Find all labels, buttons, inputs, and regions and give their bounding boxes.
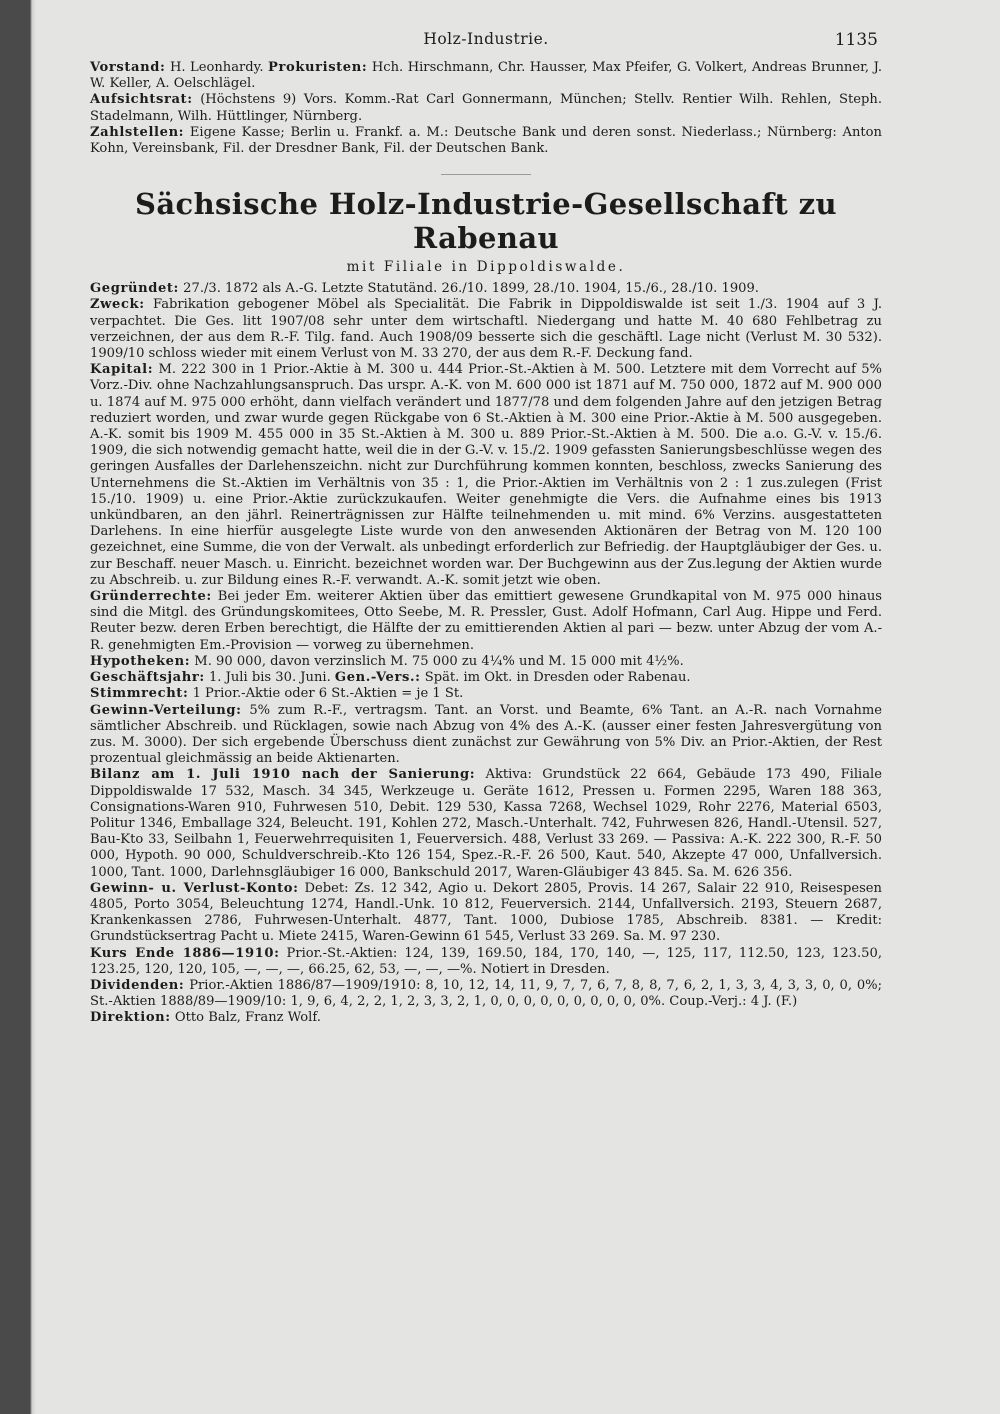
gegruendet-text: 27./3. 1872 als A.-G. Letzte Statutänd. 26./10. 1899, 28./10. 1904, 15./6., 28./10. 1909. xyxy=(183,281,759,297)
geschaeftsjahr-paragraph xyxy=(90,670,882,686)
gruenderrechte-text: Bei jeder Em. weiterer Aktien über das emittiert gewesene Grundkapital von M. 975 000 hinaus sind die Mitgl. des Gründungskomitees, Otto Seebe, M. R. Pressler, Gust. Adolf Hofmann, Carl Aug. Hippe und Ferd. Reuter bezw. deren Erben berechtigt, die Hälfte der zu emittierenden Aktien al pari — bezw. unter Abzug der vom A.-R. genehmigten Em.-Provision — vorweg zu übernehmen. xyxy=(90,589,882,653)
vorstand-paragraph xyxy=(90,60,882,92)
stimmrecht-text: 1 Prior.-Aktie oder 6 St.-Aktien = je 1 St. xyxy=(192,686,464,702)
zweck-paragraph xyxy=(90,297,882,362)
direktion-label: Direktion: xyxy=(90,1010,171,1026)
entry-divider xyxy=(441,174,531,175)
running-head-title: Holz-Industrie. xyxy=(423,30,549,48)
company-title: Sächsische Holz-Industrie-Gesellschaft zu Rabenau xyxy=(134,187,838,256)
previous-entry xyxy=(90,60,882,157)
hypotheken-paragraph xyxy=(90,654,882,670)
running-head xyxy=(90,30,882,60)
geschaeftsjahr-label: Geschäftsjahr: xyxy=(90,670,205,686)
gruenderrechte-label: Gründerrechte: xyxy=(90,589,212,605)
dividenden-label: Dividenden: xyxy=(90,977,185,993)
aufsichtsrat-paragraph xyxy=(90,92,882,124)
aufsichtsrat-label: Aufsichtsrat: xyxy=(90,92,193,108)
hypotheken-label: Hypotheken: xyxy=(90,653,191,669)
gegruendet-paragraph xyxy=(90,281,882,297)
stimmrecht-label: Stimmrecht: xyxy=(90,686,189,702)
page-number: 1135 xyxy=(834,30,878,50)
stimmrecht-paragraph xyxy=(90,686,882,702)
zahlstellen-text: Eigene Kasse; Berlin u. Frankf. a. M.: Deutsche Bank und deren sonst. Niederlass.; Nürnberg: Anton Kohn, Vereinsbank, Fil. der Dresdner Bank, Fil. der Deutschen Bank. xyxy=(90,124,882,157)
direktion-text: Otto Balz, Franz Wolf. xyxy=(174,1010,321,1026)
gegruendet-label: Gegründet: xyxy=(90,281,179,297)
kapital-paragraph xyxy=(90,362,882,589)
vorstand-label: Vorstand: xyxy=(90,60,166,75)
bilanz-paragraph xyxy=(90,767,882,880)
zahlstellen-label: Zahlstellen: xyxy=(90,124,185,140)
zahlstellen-paragraph xyxy=(90,125,882,157)
dividenden-paragraph xyxy=(90,978,882,1010)
gewinn-verteilung-text: 5% zum R.-F., vertragsm. Tant. an Vorst. und Beamte, 6% Tant. an A.-R. nach Vornahme sämtlicher Abschreib. und Rücklagen, sowie nach Abzug von 4% des A.-K. (ausser einer festen Jahresvergütung von zus. M. 3000). Der sich ergebende Überschuss dient zunächst zur Gewährung von 5% Div. an Prior.-Aktien, der Rest prozentual gleichmässig an beide Aktienarten. xyxy=(90,702,882,767)
guv-label: Gewinn- u. Verlust-Konto: xyxy=(90,880,299,896)
guv-paragraph xyxy=(90,881,882,946)
vorstand-text: H. Leonhardy. xyxy=(169,60,264,75)
kurs-label: Kurs Ende 1886—1910: xyxy=(90,945,280,961)
aufsichtsrat-text: (Höchstens 9) Vors. Komm.-Rat Carl Gonnermann, München; Stellv. Rentier Wilh. Rehlen, Steph. Stadelmann, Wilh. Hüttlinger, Nürnberg. xyxy=(90,92,882,124)
zweck-label: Zweck: xyxy=(90,297,145,313)
prokuristen-text: Hch. Hirschmann, Chr. Hausser, Max Pfeifer, G. Volkert, Andreas Brunner, J. W. Keller, A. Oelschlägel. xyxy=(90,60,882,92)
dividenden-text: Prior.-Aktien 1886/87—1909/1910: 8, 10, 12, 14, 11, 9, 7, 7, 6, 7, 8, 8, 7, 6, 2, 1, 3, 3, 4, 3, 3, 0, 0, 0%; St.-Aktien 1888/89—1909/10: 1, 9, 6, 4, 2, 2, 1, 2, 3, 3, 2, 1, 0, 0, 0, 0, 0, 0, 0, 0, 0, 0%. Coup.-Verj.: 4 J. (F.) xyxy=(90,977,882,1010)
geschaeftsjahr-text: 1. Juli bis 30. Juni. xyxy=(208,670,331,686)
prokuristen-label: Prokuristen: xyxy=(268,60,368,75)
kapital-text: M. 222 300 in 1 Prior.-Aktie à M. 300 u. 444 Prior.-St.-Aktien à M. 500. Letztere mit dem Vorrecht auf 5% Vorz.-Div. ohne Nachzahlungsanspruch. Das urspr. A.-K. von M. 600 000 ist 1871 auf M. 750 000, 1872 auf M. 900 000 u. 1874 auf M. 975 000 erhöht, dann vielfach verändert und 1877/78 und dem folgenden Jahre auf den jetzigen Betrag reduziert worden, und zwar wurde gegen Rückgabe von 6 St.-Aktien à M. 300 eine Prior.-Aktie à M. 500 ausgegeben. A.-K. somit bis 1909 M. 455 000 in 35 St.-Aktien à M. 300 u. 889 Prior.-St.-Aktien à M. 500. Die a.o. G.-V. v. 15./6. 1909, die sich notwendig gemacht hatte, weil die in der G.-V. v. 15./2. 1909 gefassten Sanierungsbeschlüsse wegen des geringen Ausfalles der Darlehenszeichn. nicht zur Durchführung kommen konnten, beschloss, zwecks Sanierung des Unternehmens die St.-Aktien im Verhältnis von 35 : 1, die Prior.-Aktien im Verhältnis von 2 : 1 zus.zulegen (Frist 15./10. 1909) u. eine Prior.-Aktie zurückzukaufen. Weiter genehmigte die Vers. die Aufnahme eines bis 1913 unkündbaren, an den jährl. Reinerträgnissen zur Hälfte teilnehmenden u. mit mind. 6% Verzins. ausgestatteten Darlehens. In eine hierfür ausgelegte Liste wurde von den anwesenden Aktionären der Betrag von M. 120 100 gezeichnet, eine Summe, die von der Verwalt. als unbedingt erforderlich zur Befriedig. der Hauptgläubiger der Ges. u. zur Beschaff. neuer Masch. u. Einricht. bezeichnet worden war. Der Buchgewinn aus der Zus.legung der Aktien wurde zu Abschreib. u. zur Bildung eines R.-F. verwandt. A.-K. somit jetzt wie oben. xyxy=(90,362,882,588)
binding-edge xyxy=(0,0,36,1414)
bilanz-label: Bilanz am 1. Juli 1910 nach der Sanierung: xyxy=(90,767,476,783)
zweck-text: Fabrikation gebogener Möbel als Specialität. Die Fabrik in Dippoldiswalde ist seit 1./3. 1904 auf 3 J. verpachtet. Die Ges. litt 1907/08 sehr unter dem wirtschaftl. Niedergang und hatte M. 40 680 Fehlbetrag zu verzeichnen, der aus dem R.-F. Tilg. fand. Auch 1908/09 besserte sich die geschäftl. Lage nicht (Verlust M. 30 532). 1909/10 schloss wieder mit einem Verlust von M. 33 270, der aus dem R.-F. Deckung fand. xyxy=(90,297,882,362)
direktion-paragraph xyxy=(90,1010,882,1026)
gruenderrechte-paragraph xyxy=(90,589,882,654)
kurs-text: Prior.-St.-Aktien: 124, 139, 169.50, 184, 170, 140, —, 125, 117, 112.50, 123, 123.50, 123.25, 120, 120, 105, —, —, —, 66.25, 62, 53, —, —, —%. Notiert in Dresden. xyxy=(90,945,882,977)
hypotheken-text: M. 90 000, davon verzinslich M. 75 000 zu 4¼% und M. 15 000 mit 4½%. xyxy=(194,653,684,669)
guv-text: Debet: Zs. 12 342, Agio u. Dekort 2805, Provis. 14 267, Salair 22 910, Reisespesen 4805, Porto 3054, Beleuchtung 1274, Handl.-Unk. 10 812, Feuerversich. 2144, Unfallversich. 2193, Steuern 2687, Krankenkassen 2786, Fuhrwesen-Unterhalt. 4877, Tant. 1000, Dubiose 1785, Abschreib. 8381. — Kredit: Grundstücksertrag Pacht u. Miete 2415, Waren-Gewinn 61 545, Verlust 33 269. Sa. M. 97 230. xyxy=(90,880,882,945)
kurs-paragraph xyxy=(90,946,882,978)
gewinn-verteilung-label: Gewinn-Verteilung: xyxy=(90,702,242,718)
genvers-label: Gen.-Vers.: xyxy=(334,670,421,686)
gewinn-verteilung-paragraph xyxy=(90,703,882,768)
genvers-text: Spät. im Okt. in Dresden oder Rabenau. xyxy=(424,670,691,686)
kapital-label: Kapital: xyxy=(90,362,154,378)
company-subtitle: mit Filiale in Dippoldiswalde. xyxy=(346,259,626,276)
bilanz-text: Aktiva: Grundstück 22 664, Gebäude 173 490, Filiale Dippoldiswalde 17 532, Masch. 34 345, Werkzeuge u. Geräte 1612, Pressen u. Formen 2295, Waren 188 363, Consignations-Waren 910, Fuhrwesen 510, Debit. 129 530, Kassa 7268, Wechsel 1029, Rohr 2276, Material 6503, Politur 1346, Emballage 324, Beleucht. 191, Kohlen 272, Masch.-Unterhalt. 742, Fuhrwesen 826, Handl.-Utensil. 527, Bau-Kto 33, Seilbahn 1, Feuerwehrrequisiten 1, Feuerversich. 488, Verlust 33 269. — Passiva: A.-K. 222 300, R.-F. 50 000, Hypoth. 90 000, Schuldverschreib.-Kto 126 154, Spez.-R.-F. 26 500, Kaut. 540, Akzepte 47 000, Unfallversich. 1000, Tant. 1000, Darlehnsgläubiger 16 000, Bankschuld 2017, Waren-Gläubiger 43 845. Sa. M. 626 356. xyxy=(90,767,882,880)
company-entry xyxy=(90,281,882,1026)
page xyxy=(90,30,882,1027)
